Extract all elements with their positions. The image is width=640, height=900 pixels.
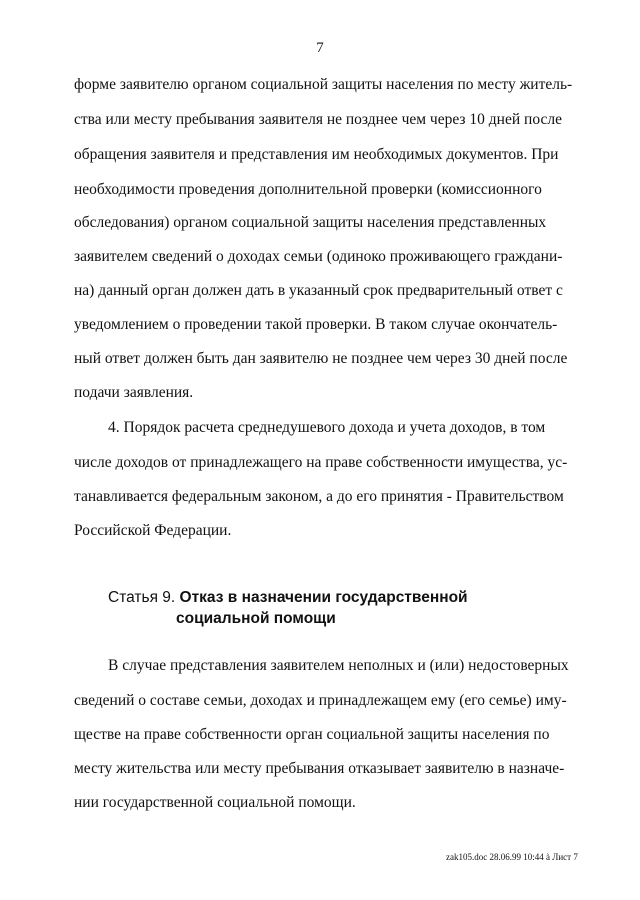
article-heading-line: [108, 588, 468, 608]
text-line: обследования) органом социальной защиты населения представленных: [74, 214, 547, 231]
text-line: на) данный орган должен дать в указанный срок предварительный ответ с: [74, 282, 563, 299]
page-number: 7: [316, 40, 324, 56]
text-line: 4. Порядок расчета среднедушевого дохода и учета доходов, в том: [108, 419, 546, 436]
text-line: месту жительства или месту пребывания отказывает заявителю в назначе-: [74, 760, 565, 777]
text-line: сведений о составе семьи, доходах и принадлежащем ему (его семье) иму-: [74, 692, 567, 709]
text-line: уведомлением о проведении такой проверки. В таком случае окончатель-: [74, 316, 558, 333]
text-line: форме заявителю органом социальной защиты населения по месту житель-: [74, 76, 573, 93]
text-line: обращения заявителя и представления им необходимых документов. При: [74, 146, 559, 163]
text-line: числе доходов от принадлежащего на праве собственности имущества, ус-: [74, 454, 568, 471]
text-line: нии государственной социальной помощи.: [74, 794, 356, 811]
article-number: Статья 9.: [108, 589, 176, 606]
text-line: Российской Федерации.: [74, 522, 232, 539]
text-line: ный ответ должен быть дан заявителю не позднее чем через 30 дней после: [74, 350, 568, 367]
text-line: В случае представления заявителем неполных и (или) недостоверных: [108, 657, 569, 674]
text-line: заявителем сведений о доходах семьи (одиноко проживающего граждани-: [74, 248, 563, 265]
text-line: танавливается федеральным законом, а до его принятия - Правительством: [74, 488, 564, 505]
text-line: подачи заявления.: [74, 384, 194, 401]
text-line: необходимости проведения дополнительной проверки (комиссионного: [74, 181, 542, 198]
article-title: Отказ в назначении государственной: [179, 589, 468, 606]
document-footer: zak105.doc 28.06.99 10:44 à Лист 7: [446, 852, 578, 862]
text-line: ществе на праве собственности орган социальной защиты населения по: [74, 726, 550, 743]
text-line: ства или месту пребывания заявителя не позднее чем через 10 дней после: [74, 111, 562, 128]
article-title-continuation: социальной помощи: [176, 610, 336, 627]
